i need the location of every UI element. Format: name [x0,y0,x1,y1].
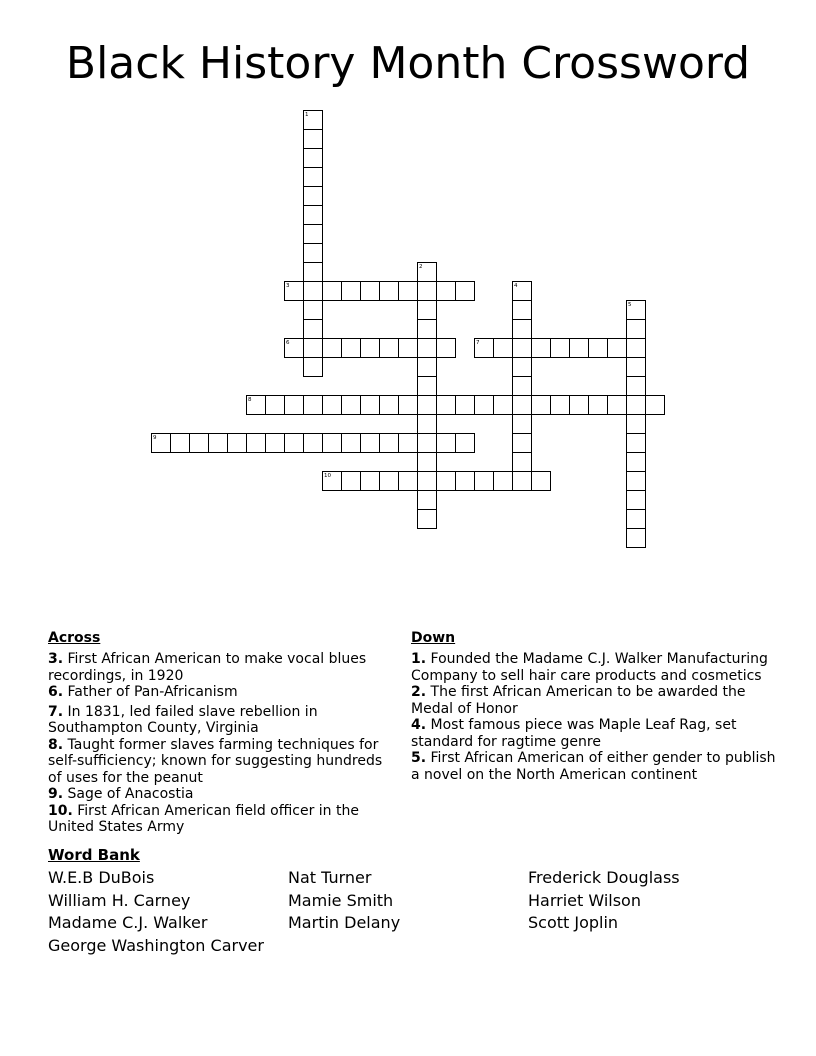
grid-cell[interactable] [474,338,494,358]
cell-number: 5 [628,302,632,308]
clue-number: 8. [48,736,64,753]
grid-cell[interactable] [303,433,323,453]
clue-number: 5. [411,750,427,766]
grid-cell[interactable] [265,433,285,453]
clue-text: Most famous piece was Maple Leaf Rag, set standard for ragtime genre [411,717,737,750]
clue-text: Father of Pan-Africanism [63,684,238,700]
grid-cell[interactable] [379,338,399,358]
down-heading: Down [411,630,456,646]
clue-text: First African American of either gender to publish a novel on the North American continent [411,750,776,783]
grid-cell[interactable] [417,433,437,453]
cell-number: 7 [476,340,480,346]
grid-cell[interactable] [227,433,247,453]
cell-number: 8 [248,397,252,403]
grid-cell[interactable] [341,395,361,415]
clue-number: 9. [48,786,64,802]
grid-cell[interactable] [512,414,532,434]
grid-cell[interactable] [512,433,532,453]
grid-cell[interactable] [512,357,532,377]
grid-cell[interactable] [379,281,399,301]
cell-number: 9 [153,435,157,441]
grid-cell[interactable] [303,262,323,282]
grid-cell[interactable] [436,281,456,301]
grid-cell[interactable] [322,433,342,453]
clue-number: 4. [411,717,427,733]
clue-text: Sage of Anacostia [63,786,194,802]
grid-cell[interactable] [360,471,380,491]
grid-cell[interactable] [417,357,437,377]
grid-cell[interactable] [322,281,342,301]
grid-cell[interactable] [417,319,437,339]
grid-cell[interactable] [436,471,456,491]
grid-cell[interactable] [417,471,437,491]
grid-cell[interactable] [341,338,361,358]
word-bank-heading: Word Bank [48,846,140,864]
grid-cell[interactable] [455,471,475,491]
grid-cell[interactable] [531,338,551,358]
clue-item [48,684,388,701]
grid-cell[interactable] [398,471,418,491]
grid-cell[interactable] [493,471,513,491]
grid-cell[interactable] [626,490,646,510]
cell-number: 3 [286,283,290,289]
clue-text: First African American to make vocal blues recordings, in 1920 [48,651,367,684]
grid-cell[interactable] [417,509,437,529]
grid-cell[interactable] [303,300,323,320]
clue-item [411,684,776,717]
grid-cell[interactable] [436,338,456,358]
word-bank-column [48,867,264,958]
clue-number: 7. [48,703,64,720]
grid-cell[interactable] [512,281,532,301]
grid-cell[interactable] [303,224,323,244]
word-bank-column [528,867,680,935]
down-clues [411,629,776,783]
cell-number: 10 [324,473,331,479]
grid-cell[interactable] [265,395,285,415]
clue-item [48,704,388,737]
grid-cell[interactable] [626,509,646,529]
grid-cell[interactable] [379,471,399,491]
grid-cell[interactable] [303,338,323,358]
grid-cell[interactable] [246,395,266,415]
word-bank-item: Frederick Douglass [528,868,680,887]
grid-cell[interactable] [208,433,228,453]
grid-cell[interactable] [512,300,532,320]
grid-cell[interactable] [398,281,418,301]
grid-cell[interactable] [626,357,646,377]
clue-number: 6. [48,684,64,700]
grid-cell[interactable] [607,338,627,358]
grid-cell[interactable] [645,395,665,415]
grid-cell[interactable] [398,433,418,453]
grid-cell[interactable] [303,186,323,206]
grid-cell[interactable] [626,452,646,472]
cell-number: 2 [419,264,423,270]
clue-text: Founded the Madame C.J. Walker Manufacturing Company to sell hair care products and cosmetics [411,651,768,684]
word-bank-column [288,867,400,935]
word-bank-item: Madame C.J. Walker [48,913,208,933]
grid-cell[interactable] [303,205,323,225]
grid-cell[interactable] [379,433,399,453]
grid-cell[interactable] [550,338,570,358]
grid-cell[interactable] [284,338,304,358]
grid-cell[interactable] [303,281,323,301]
grid-cell[interactable] [455,281,475,301]
grid-cell[interactable] [284,433,304,453]
grid-cell[interactable] [493,395,513,415]
across-clues [48,629,388,836]
grid-cell[interactable] [626,528,646,548]
clue-item [411,750,776,783]
grid-cell[interactable] [189,433,209,453]
grid-cell[interactable] [303,243,323,263]
grid-cell[interactable] [303,395,323,415]
grid-cell[interactable] [626,376,646,396]
across-heading: Across [48,630,101,646]
grid-cell[interactable] [626,319,646,339]
grid-cell[interactable] [474,471,494,491]
grid-cell[interactable] [417,414,437,434]
grid-cell[interactable] [341,281,361,301]
grid-cell[interactable] [303,167,323,187]
clue-item [411,651,776,684]
grid-cell[interactable] [512,395,532,415]
grid-cell[interactable] [303,319,323,339]
grid-cell[interactable] [284,395,304,415]
clue-item [48,737,388,787]
grid-cell[interactable] [531,471,551,491]
grid-cell[interactable] [417,376,437,396]
clue-item [411,717,776,750]
cell-number: 4 [514,283,518,289]
grid-cell[interactable] [626,414,646,434]
grid-cell[interactable] [474,395,494,415]
grid-cell[interactable] [303,129,323,149]
clue-number: 3. [48,651,64,667]
grid-cell[interactable] [417,262,437,282]
grid-cell[interactable] [550,395,570,415]
word-bank-item: George Washington Carver [48,936,264,956]
grid-cell[interactable] [512,338,532,358]
cell-number: 6 [286,340,290,346]
clue-item [48,786,388,803]
grid-cell[interactable] [626,338,646,358]
grid-cell[interactable] [417,281,437,301]
word-bank-item: Nat Turner [288,868,372,887]
grid-cell[interactable] [360,281,380,301]
grid-cell[interactable] [341,433,361,453]
grid-cell[interactable] [512,376,532,396]
grid-cell[interactable] [417,338,437,358]
clue-item [48,651,388,684]
grid-cell[interactable] [417,452,437,472]
grid-cell[interactable] [151,433,171,453]
grid-cell[interactable] [303,148,323,168]
grid-cell[interactable] [303,110,323,130]
clue-item [48,803,388,836]
grid-cell[interactable] [322,338,342,358]
grid-cell[interactable] [531,395,551,415]
grid-cell[interactable] [626,471,646,491]
grid-cell[interactable] [588,338,608,358]
clue-text: Taught former slaves farming techniques for self-sufficiency; known for suggesting hundreds of uses for the peanut [48,736,383,786]
clue-number: 10. [48,802,73,819]
word-bank-item: Martin Delany [288,913,401,933]
grid-cell[interactable] [455,395,475,415]
word-bank-item: Harriet Wilson [528,890,641,910]
grid-cell[interactable] [512,452,532,472]
grid-cell[interactable] [493,338,513,358]
page-title: Black History Month Crossword [65,38,751,89]
clue-number: 1. [411,651,427,667]
cell-number: 1 [305,112,309,118]
grid-cell[interactable] [626,395,646,415]
word-bank-item: Mamie Smith [288,890,394,910]
grid-cell[interactable] [436,433,456,453]
grid-cell[interactable] [417,395,437,415]
grid-cell[interactable] [284,281,304,301]
grid-cell[interactable] [303,357,323,377]
clue-number: 2. [411,684,427,700]
clue-text: First African American field officer in the United States Army [48,802,359,835]
grid-cell[interactable] [360,338,380,358]
grid-cell[interactable] [417,300,437,320]
grid-cell[interactable] [246,433,266,453]
grid-cell[interactable] [569,395,589,415]
grid-cell[interactable] [626,433,646,453]
word-bank-item: W.E.B DuBois [48,868,155,887]
grid-cell[interactable] [436,395,456,415]
grid-cell[interactable] [170,433,190,453]
grid-cell[interactable] [512,319,532,339]
clue-text: In 1831, led failed slave rebellion in Southampton County, Virginia [48,703,318,736]
grid-cell[interactable] [379,395,399,415]
grid-cell[interactable] [322,395,342,415]
grid-cell[interactable] [322,471,342,491]
grid-cell[interactable] [569,338,589,358]
grid-cell[interactable] [398,338,418,358]
clue-text: The first African American to be awarded the Medal of Honor [411,684,746,717]
grid-cell[interactable] [398,395,418,415]
word-bank-item: William H. Carney [48,890,191,910]
grid-cell[interactable] [360,433,380,453]
word-bank-item: Scott Joplin [528,913,619,933]
grid-cell[interactable] [341,471,361,491]
grid-cell[interactable] [455,433,475,453]
grid-cell[interactable] [417,490,437,510]
grid-cell[interactable] [360,395,380,415]
grid-cell[interactable] [607,395,627,415]
grid-cell[interactable] [626,300,646,320]
grid-cell[interactable] [588,395,608,415]
grid-cell[interactable] [512,471,532,491]
